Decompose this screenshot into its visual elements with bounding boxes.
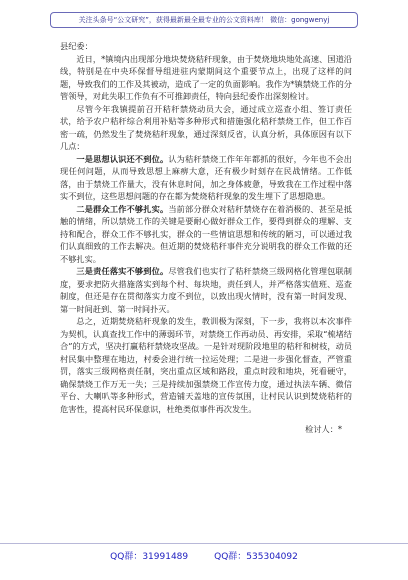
reason-1-heading: 一是思想认识还不到位。 <box>76 153 169 164</box>
paragraph-conclusion: 总之，近期焚烧秸秆现象的发生，教训极为深刻，下一步，我将以本次事件为契机，认真查找工作中的薄弱环节，对禁烧工作再动员、再安排，采取“梳堵结合”的方式，坚决打赢秸秆禁烧攻坚战。一是针对现阶段地里的秸秆和树枝，动员村民集中整理在地边，村委会进行统一拉运处理；二是进一步强化督查，严管重罚，落实三级网格责任制，突出重点区域和路段，重点时段和地块，死看硬守，确保禁烧工作万无一失；三是持续加强禁烧工作宣传力度，通过执法车辆、微信平台、大喇叭等多种形式，营造铺天盖地的宣传氛围，让村民认识到焚烧秸秆的危害性，提高村民环保意识，杜绝类似事件再次发生。 <box>60 316 352 414</box>
reason-3-text: 尽管我们也实行了秸秆禁烧三级网格化管理包联制度，要求把防火措施落实到每个村、每块地，责任到人，并严格落实值班、巡查制度，但还是存在贯彻落实力度不到位，以致出现火情时，没有第一时间发现、第一时间赶到、第一时间扑灭。 <box>60 266 352 314</box>
letter-body <box>60 40 352 436</box>
paragraph-reason-1 <box>60 153 352 203</box>
footer-bar <box>0 543 408 563</box>
paragraph-reason-2 <box>60 203 352 266</box>
reason-3-heading: 三是责任落实不够到位。 <box>76 266 169 276</box>
salutation: 县纪委： <box>60 41 93 51</box>
signature: 检讨人：* <box>305 424 342 434</box>
paragraph-reasons: 尽管今年我镇提前召开秸秆禁烧动员大会，通过成立巡查小组、签订责任状，给予农户秸秆综合利用补贴等多种形式和措施强化秸秆禁烧工作，但工作百密一疏，仍然发生了焚烧秸秆现象，通过深刻反省，认真分析，具体原因有以下几点： <box>60 103 352 151</box>
paragraph-reason-3 <box>60 265 352 315</box>
reason-2-text: 当前部分群众对秸秆禁烧存在着消极的、甚至是抵触的情绪，所以禁烧工作的关键是要耐心做好群众工作，要得到群众的理解、支持和配合，群众工作不够扎实，群众的一些情谊思想和传统的陋习，可以通过我们认真细致的工作去解决。但近期的焚烧秸秆事件充分说明我的群众工作做的还不够扎实。 <box>60 203 352 264</box>
reason-1-text: 认为秸秆禁烧工作年年都抓的很好，今年也不会出现任何问题，从而导致思想上麻痹大意，还有极少时刻存在民战情绪。工作低落，由于禁烧工作量大，没有休息时间，加之身体疲惫，导致我在工作过程中落实不到位，这些思想问题的存在都为焚烧秸秆现象的发生埋下了思想隐患。 <box>60 153 352 201</box>
paragraph-intro: 近日，*镇境内出现部分地块焚烧秸秆现象，由于焚烧地块地处高速、国道沿线，特别是在中央环保督导组进驻内蒙期间这个重要节点上，出现了这样的问题，导致我们的工作及其被动，造成了一定的负面影响。我作为*镇禁烧工作的分管领导，对此失职工作负有不可推卸责任，特向县纪委作出深刻检讨。 <box>60 53 352 101</box>
header-banner: 关注头条号“公文研究”，获得最新最全最专业的公文资料库！ 微信：gongwenyj <box>50 12 358 28</box>
footer-qq-group-2: QQ群：535304092 <box>214 551 298 562</box>
footer-qq-group-1: QQ群：31991489 <box>110 551 189 562</box>
reason-2-heading: 二是群众工作不够扎实。 <box>76 203 169 214</box>
